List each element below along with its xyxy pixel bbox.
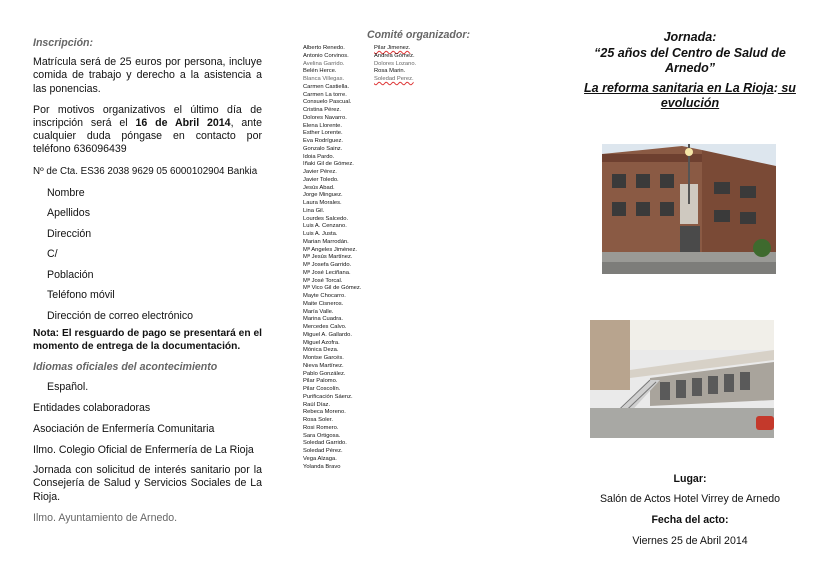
- committee-member: Alberto Renedo.: [303, 45, 345, 51]
- committee-member: Antonio Corvinos.: [303, 52, 349, 59]
- committee-member: Luis A. Justa.: [303, 231, 338, 237]
- committee-member: Gonzalo Sainz.: [303, 145, 343, 152]
- event-title-block: [580, 30, 800, 112]
- committee-member: Javier Pérez.: [303, 169, 337, 175]
- comite-title: Comité organizador:: [367, 29, 470, 41]
- field-calle: C/: [47, 248, 58, 261]
- field-apellidos: Apellidos: [47, 207, 90, 220]
- committee-member: Pablo González.: [303, 370, 346, 377]
- committee-member: Iñaki Gil de Gómez.: [303, 161, 354, 168]
- committee-member: Soledad Perez.: [374, 76, 414, 82]
- ayuntamiento-text: Ilmo. Ayuntamiento de Arnedo.: [33, 511, 178, 524]
- interes-sanitario-text: Jornada con solicitud de interés sanitario por la Consejería de Salud y Servicios Sociales de La Rioja.: [33, 464, 262, 503]
- committee-member: Miguel A. Gallardo.: [303, 331, 352, 338]
- committee-member: Marina Cuadra.: [303, 316, 343, 323]
- committee-list-b: [374, 45, 416, 84]
- deadline-post: , ante cualquier duda póngase en contacto por teléfono 636096439: [33, 117, 263, 156]
- event-subtitle: [580, 81, 800, 112]
- subtitle-colon: :: [773, 80, 778, 95]
- field-nombre: Nombre: [47, 186, 85, 199]
- lugar-value: Salón de Actos Hotel Virrey de Arnedo: [599, 493, 780, 505]
- committee-member: Mercedes Calvo.: [303, 324, 347, 330]
- subtitle-underlined: La reforma sanitaria en La Rioja: [584, 80, 774, 95]
- idioma-espanol: Español.: [47, 381, 89, 394]
- inscription-column: [33, 37, 262, 533]
- bank-account: Nº de Cta. ES36 2038 9629 05 6000102904 Bankia: [33, 165, 258, 177]
- subtitle-end: su evolución: [660, 80, 796, 110]
- asociacion-text: Asociación de Enfermería Comunitaria: [33, 422, 215, 435]
- committee-member: Javier Toledo.: [303, 176, 339, 183]
- committee-member: Dolores Lozano.: [374, 60, 417, 67]
- committee-member: Raúl Díaz.: [303, 401, 331, 408]
- committee-member: Cristina Pérez.: [303, 107, 342, 113]
- committee-member: Mónica Deza.: [303, 347, 339, 354]
- committee-member: Idoia Pardo.: [303, 153, 335, 160]
- committee-member: Mª José Torcal.: [303, 277, 343, 284]
- committee-member: Montse Garcés.: [303, 355, 344, 361]
- committee-member: Yolanda Bravo: [303, 463, 341, 470]
- committee-member: Nieva Martínez.: [303, 362, 344, 369]
- committee-member: Luis A. Cenzano.: [303, 223, 347, 230]
- committee-member: Blanca Villegas.: [303, 76, 345, 82]
- event-title: “25 años del Centro de Salud de Arnedo”: [594, 45, 786, 75]
- deadline-pre: Por motivos organizativos el último día de inscripción será el: [33, 103, 262, 130]
- committee-member: Pilar Palomo.: [303, 378, 338, 385]
- committee-member: Pilar Jimenez.: [374, 45, 411, 51]
- committee-member: Mayte Chocarro.: [303, 293, 346, 299]
- committee-member: Dolores Navarro.: [303, 114, 347, 121]
- committee-member: Soledad Pérez.: [303, 448, 343, 454]
- committee-member: Carmen Castiella.: [303, 83, 350, 90]
- committee-member: Mª Vico Gil de Gómez.: [303, 285, 362, 292]
- committee-member: Rosi Romero.: [303, 424, 339, 431]
- committee-member: Eva Rodríguez.: [303, 138, 343, 144]
- committee-list-a: [303, 45, 361, 471]
- committee-member: Esther Lorente.: [303, 130, 343, 137]
- committee-member: Carmen La torre.: [303, 91, 347, 98]
- committee-member: Miguel Azofra.: [303, 339, 340, 346]
- nota-text: Nota: El resguardo de pago se presentará en el momento de entrega de la documentación.: [33, 327, 262, 353]
- inscripcion-header: Inscripción:: [33, 37, 94, 49]
- committee-member: Mª José Leciñana.: [303, 269, 351, 276]
- committee-member: Lourdes Salcedo.: [303, 215, 349, 222]
- committee-member: Laura Morales.: [303, 200, 342, 206]
- idiomas-header: Idiomas oficiales del acontecimiento: [33, 361, 218, 374]
- deadline-date: 16 de Abril 2014: [135, 117, 231, 130]
- committee-member: Mª Jesús Martínez.: [303, 254, 353, 261]
- committee-member: Elena Llorente.: [303, 122, 342, 129]
- fecha-value: Viernes 25 de Abril 2014: [632, 535, 748, 547]
- committee-member: Soledad Garrido.: [303, 440, 347, 447]
- hotel-photo: [590, 320, 774, 438]
- committee-member: Mª Angeles Jiménez.: [303, 246, 358, 253]
- jornada-label: Jornada:: [663, 30, 717, 44]
- committee-member: Rebeca Moreno.: [303, 409, 346, 416]
- field-direccion: Dirección: [47, 227, 92, 240]
- lugar-label: Lugar:: [673, 473, 707, 485]
- matricula-text: Matrícula será de 25 euros por persona, incluye comida de trabajo y derecho a la asistencia a las ponencias.: [33, 56, 262, 95]
- committee-member: Jesús Abad.: [303, 184, 335, 191]
- committee-member: Sara Ortigosa.: [303, 432, 341, 439]
- fecha-label: Fecha del acto:: [651, 514, 729, 526]
- committee-member: Mª Josefa Garrido.: [303, 262, 352, 268]
- committee-member: Rosa Soler.: [303, 417, 333, 423]
- committee-member: Vega Alzaga.: [303, 455, 337, 462]
- deadline-text: [33, 104, 262, 157]
- committee-member: Avelina Garrido.: [303, 60, 345, 67]
- committee-member: Andrea Gómez.: [374, 52, 415, 59]
- colegio-text: Ilmo. Colegio Oficial de Enfermería de La Rioja: [33, 443, 254, 456]
- committee-member: Maite Cisneros.: [303, 300, 344, 307]
- committee-member: Lina Gil.: [303, 207, 325, 214]
- field-telefono: Teléfono móvil: [47, 289, 115, 302]
- committee-member: Marian Marrodán.: [303, 238, 349, 245]
- committee-member: María Valle.: [303, 308, 334, 315]
- field-email: Dirección de correo electrónico: [47, 309, 194, 322]
- committee-member: Jorge Minguez.: [303, 192, 343, 199]
- field-poblacion: Población: [47, 268, 94, 281]
- entidades-header: Entidades colaboradoras: [33, 402, 151, 415]
- health-center-photo: [602, 144, 776, 274]
- committee-member: Purificación Sáenz.: [303, 393, 353, 400]
- committee-member: Rosa Marin.: [374, 68, 406, 75]
- committee-member: Belén Herce.: [303, 68, 337, 75]
- committee-member: Consuelo Pascual.: [303, 99, 352, 106]
- committee-member: Pilar Coscolín.: [303, 386, 341, 392]
